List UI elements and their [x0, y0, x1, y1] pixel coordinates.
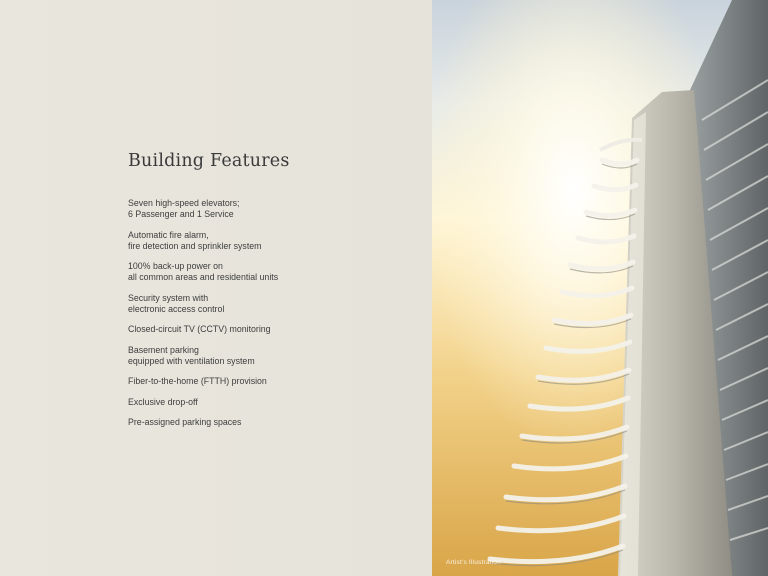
feature-line: electronic access control — [128, 303, 225, 314]
feature-item — [128, 293, 418, 315]
feature-item — [128, 230, 418, 252]
feature-line: Pre-assigned parking spaces — [128, 417, 242, 427]
feature-item — [128, 376, 418, 387]
feature-item — [128, 198, 418, 220]
feature-line: equipped with ventilation system — [128, 355, 255, 366]
feature-item — [128, 417, 418, 428]
feature-line: Exclusive drop-off — [128, 396, 198, 407]
feature-line: Automatic fire alarm, — [128, 229, 209, 240]
feature-item — [128, 261, 418, 283]
feature-item — [128, 345, 418, 367]
feature-item — [128, 324, 418, 335]
feature-line: Seven high-speed elevators; — [128, 198, 240, 208]
feature-item — [128, 397, 418, 408]
feature-line: Security system with — [128, 292, 209, 303]
image-caption: Artist's Illustration — [446, 559, 501, 566]
feature-line: 6 Passenger and 1 Service — [128, 209, 234, 219]
feature-line: Fiber-to-the-home (FTTH) provision — [128, 376, 267, 386]
feature-line: 100% back-up power on — [128, 261, 223, 271]
building-tower-illustration — [432, 0, 768, 576]
feature-line: fire detection and sprinkler system — [128, 240, 262, 251]
page-title: Building Features — [128, 151, 290, 171]
feature-line: all common areas and residential units — [128, 272, 279, 282]
feature-line: Closed-circuit TV (CCTV) monitoring — [128, 324, 271, 334]
feature-line: Basement parking — [128, 344, 199, 355]
feature-list — [128, 198, 418, 438]
building-image — [432, 0, 768, 576]
